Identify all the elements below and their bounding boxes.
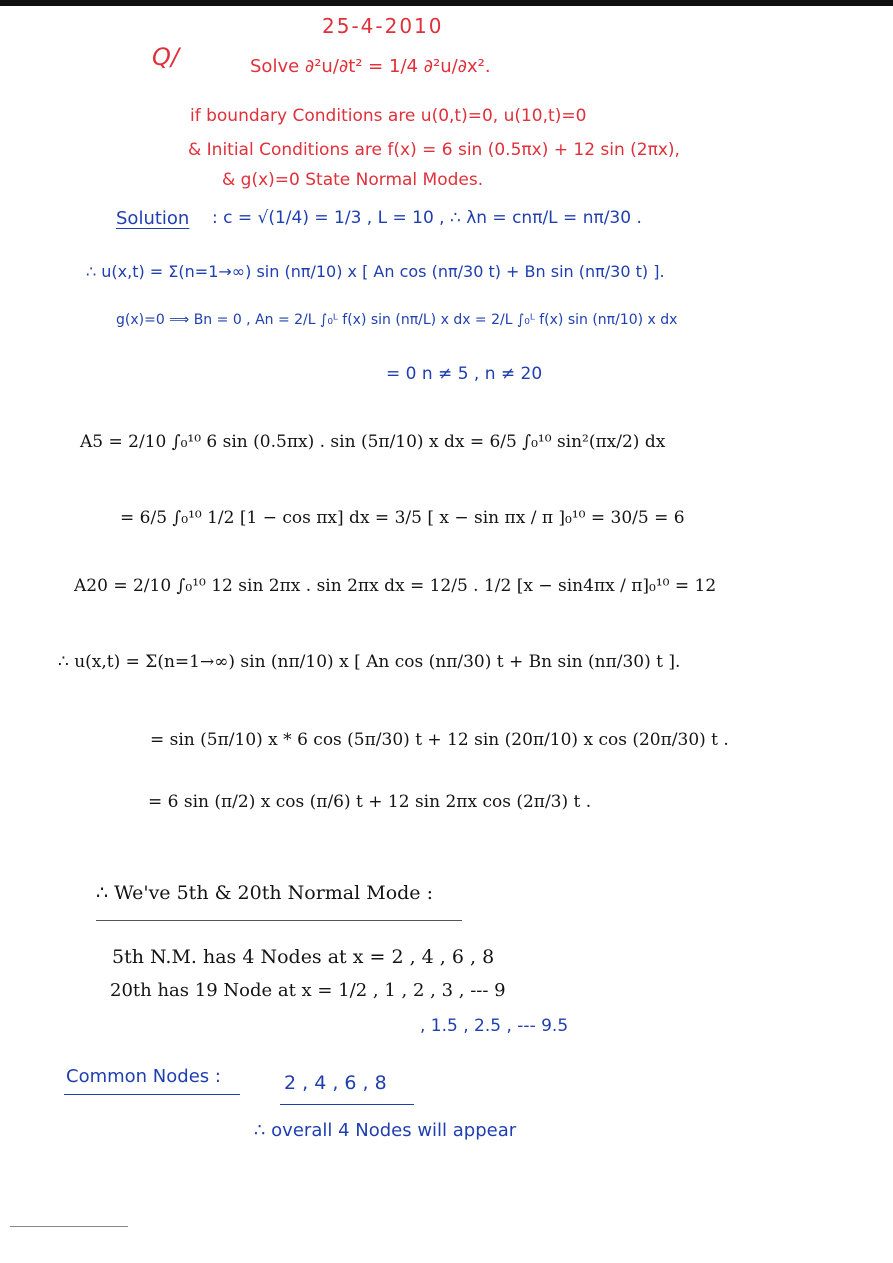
problem-statement: Solve ∂²u/∂t² = 1/4 ∂²u/∂x². bbox=[250, 56, 491, 77]
twentieth-mode-nodes: 20th has 19 Node at x = 1/2 , 1 , 2 , 3 , --- 9 bbox=[110, 980, 506, 1001]
solution-line-1: : c = √(1/4) = 1/3 , L = 10 , ∴ λn = cnπ/L = nπ/30 . bbox=[212, 208, 642, 228]
normal-mode-heading: ∴ We've 5th & 20th Normal Mode : bbox=[96, 882, 433, 904]
a5-line-2: = 6/5 ∫₀¹⁰ 1/2 [1 − cos πx] dx = 3/5 [ x − sin πx / π ]₀¹⁰ = 30/5 = 6 bbox=[120, 508, 685, 528]
general-solution-line: ∴ u(x,t) = Σ(n=1→∞) sin (nπ/10) x [ An cos (nπ/30) t + Bn sin (nπ/30) t ]. bbox=[58, 652, 681, 672]
fifth-mode-nodes: 5th N.M. has 4 Nodes at x = 2 , 4 , 6 , 8 bbox=[112, 946, 495, 968]
conclusion: ∴ overall 4 Nodes will appear bbox=[254, 1120, 517, 1141]
substitution-line-1: = sin (5π/10) x * 6 cos (5π/30) t + 12 sin (20π/10) x cos (20π/30) t . bbox=[150, 730, 729, 750]
boundary-conditions: if boundary Conditions are u(0,t)=0, u(10,t)=0 bbox=[190, 106, 587, 126]
common-nodes-label: Common Nodes : bbox=[66, 1066, 221, 1087]
date-heading: 25-4-2010 bbox=[322, 14, 444, 38]
solution-line-2: ∴ u(x,t) = Σ(n=1→∞) sin (nπ/10) x [ An cos (nπ/30 t) + Bn sin (nπ/30 t) ]. bbox=[86, 262, 665, 281]
solution-line-3: g(x)=0 ⟹ Bn = 0 , An = 2/L ∫₀ᴸ f(x) sin (nπ/L) x dx = 2/L ∫₀ᴸ f(x) sin (nπ/10) x dx bbox=[116, 312, 678, 328]
common-nodes-values-underline bbox=[280, 1104, 414, 1105]
initial-conditions: & Initial Conditions are f(x) = 6 sin (0.5πx) + 12 sin (2πx), bbox=[188, 140, 680, 160]
heading-underline bbox=[96, 920, 462, 921]
a5-line-1: A5 = 2/10 ∫₀¹⁰ 6 sin (0.5πx) . sin (5π/10) x dx = 6/5 ∫₀¹⁰ sin²(πx/2) dx bbox=[80, 432, 666, 452]
solution-line-4: = 0 n ≠ 5 , n ≠ 20 bbox=[386, 364, 543, 384]
solution-label: Solution bbox=[116, 208, 190, 229]
top-border bbox=[0, 0, 893, 6]
common-nodes-label-underline bbox=[64, 1094, 240, 1095]
substitution-line-2: = 6 sin (π/2) x cos (π/6) t + 12 sin 2πx cos (2π/3) t . bbox=[148, 792, 592, 812]
question-marker: Q/ bbox=[152, 43, 179, 71]
twentieth-mode-nodes-continued: , 1.5 , 2.5 , --- 9.5 bbox=[420, 1016, 569, 1036]
initial-g-condition: & g(x)=0 State Normal Modes. bbox=[222, 170, 484, 190]
bottom-rule bbox=[10, 1226, 128, 1227]
common-nodes-values: 2 , 4 , 6 , 8 bbox=[284, 1072, 387, 1094]
a20-line: A20 = 2/10 ∫₀¹⁰ 12 sin 2πx . sin 2πx dx = 12/5 . 1/2 [x − sin4πx / π]₀¹⁰ = 12 bbox=[74, 576, 717, 596]
